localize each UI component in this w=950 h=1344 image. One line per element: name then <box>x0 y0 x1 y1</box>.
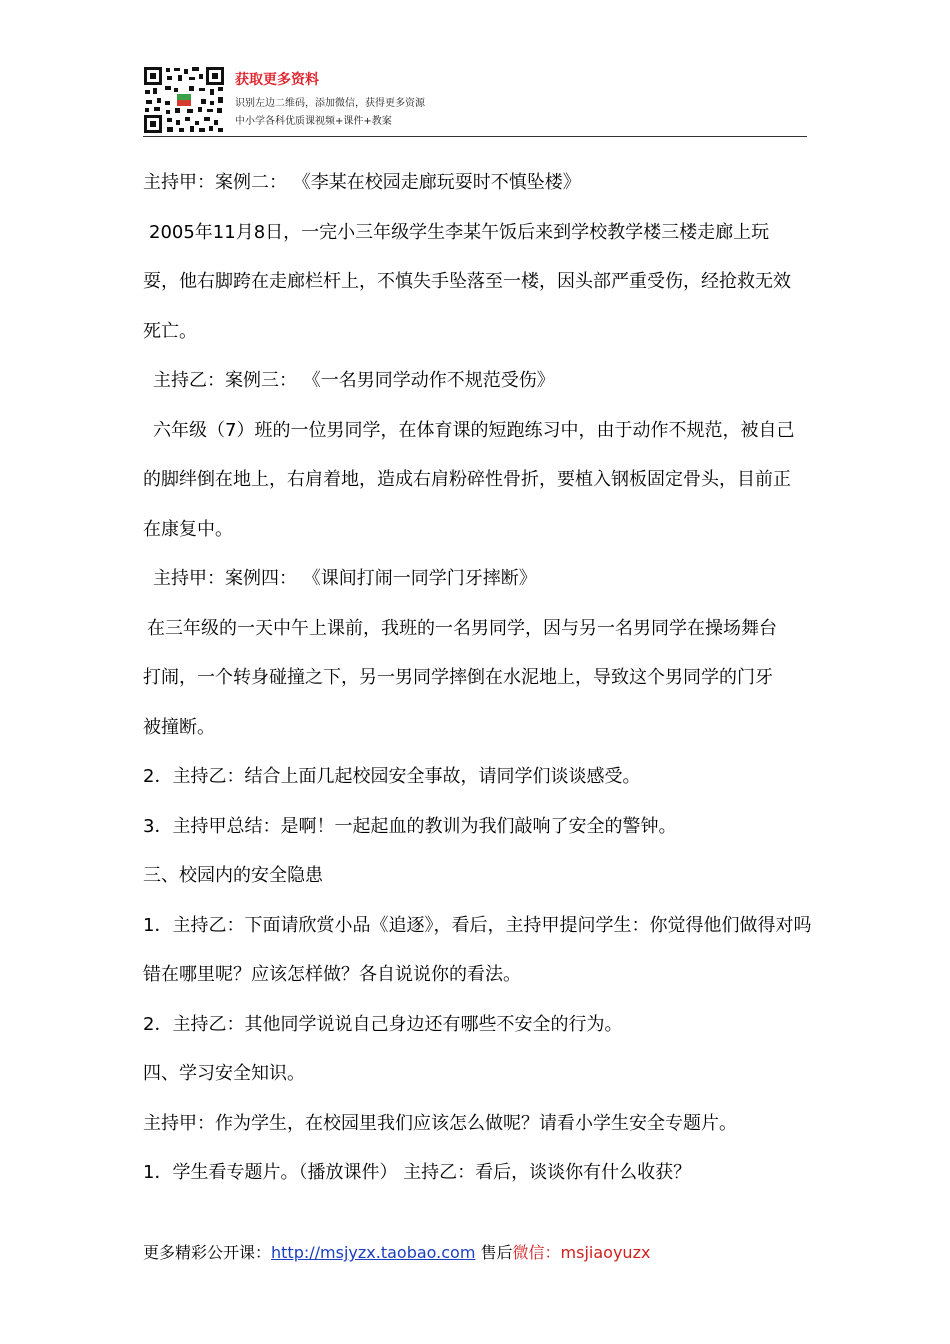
qr-code-icon <box>143 66 225 134</box>
paragraph: 2005年11月8日，一完小三年级学生李某午饭后来到学校教学楼三楼走廊上玩 <box>149 221 770 243</box>
footer-wechat-id: msjiaoyuzx <box>560 1243 651 1262</box>
paragraph: 打闹，一个转身碰撞之下，另一男同学摔倒在水泥地上，导致这个男同学的门牙 <box>143 667 773 688</box>
footer-wechat-label: 微信： <box>512 1243 561 1262</box>
paragraph-item-2: 2．主持乙：结合上面几起校园安全事故，请同学们谈谈感受。 <box>143 766 641 787</box>
paragraph: 六年级（7）班的一位男同学，在体育课的短跑练习中，由于动作不规范，被自己 <box>153 419 795 441</box>
header-title: 获取更多资料 <box>235 72 319 88</box>
paragraph-case-3-heading: 主持乙：案例三： 《一名男同学动作不规范受伤》 <box>153 370 555 391</box>
page-header <box>143 66 807 138</box>
paragraph-item-1: 1．学生看专题片。（播放课件） 主持乙：看后，谈谈你有什么收获？ <box>143 1162 692 1183</box>
paragraph: 被撞断。 <box>143 716 215 738</box>
paragraph: 的脚绊倒在地上，右肩着地，造成右肩粉碎性骨折，要植入钢板固定骨头，目前正 <box>143 469 791 490</box>
paragraph-item-2: 2．主持乙：其他同学说说自己身边还有哪些不安全的行为。 <box>143 1013 623 1035</box>
paragraph-case-4-heading: 主持甲：案例四： 《课间打闹一同学门牙摔断》 <box>153 568 537 589</box>
footer-link[interactable]: http://msjyzx.taobao.com <box>271 1243 476 1262</box>
paragraph: 在康复中。 <box>143 518 233 540</box>
header-tagline: 中小学各科优质课视频+课件+教案 <box>235 116 392 127</box>
header-subtitle: 识别左边二维码，添加微信，获得更多资源 <box>235 98 425 109</box>
document-body <box>143 158 811 1198</box>
page-footer <box>143 1240 650 1263</box>
section-heading-4: 四、学习安全知识。 <box>143 1063 305 1084</box>
paragraph: 死亡。 <box>143 320 197 342</box>
paragraph-case-2-heading: 主持甲：案例二： 《李某在校园走廊玩耍时不慎坠楼》 <box>143 172 581 193</box>
paragraph-item-3: 3．主持甲总结：是啊！一起起血的教训为我们敲响了安全的警钟。 <box>143 815 677 837</box>
paragraph-item-1: 1．主持乙：下面请欣赏小品《追逐》，看后，主持甲提问学生：你觉得他们做得对吗 <box>143 914 812 936</box>
paragraph: 耍，他右脚跨在走廊栏杆上，不慎失手坠落至一楼，因头部严重受伤，经抢救无效 <box>143 271 791 292</box>
paragraph: 错在哪里呢？应该怎样做？各自说说你的看法。 <box>143 964 521 985</box>
section-heading-3: 三、校园内的安全隐患 <box>143 865 323 886</box>
footer-after-sale: 售后 <box>480 1243 513 1262</box>
paragraph: 在三年级的一天中午上课前，我班的一名男同学，因与另一名男同学在操场舞台 <box>147 617 777 639</box>
header-divider <box>143 136 807 137</box>
paragraph: 主持甲：作为学生，在校园里我们应该怎么做呢？请看小学生安全专题片。 <box>143 1112 737 1134</box>
footer-prefix: 更多精彩公开课： <box>143 1243 272 1262</box>
